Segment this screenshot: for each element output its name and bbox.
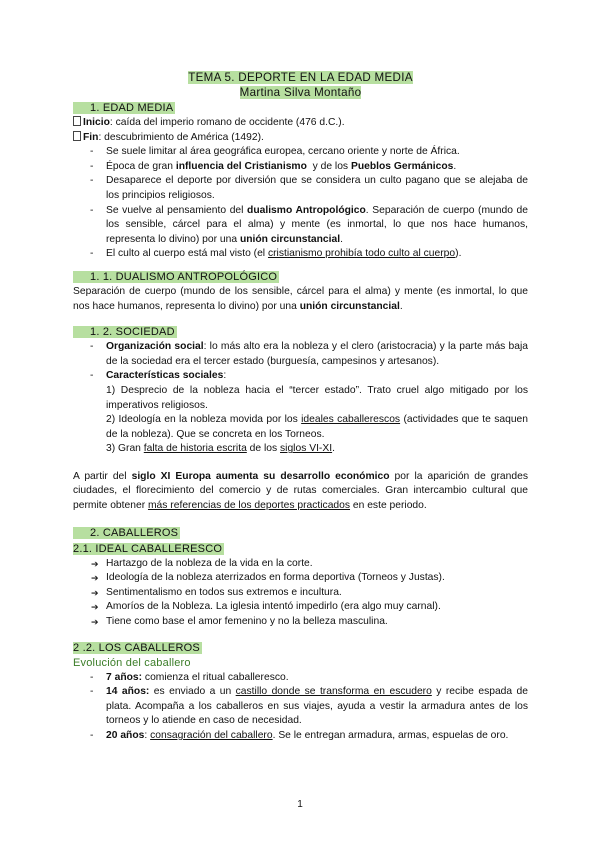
siglo-xi-paragraph: A partir del siglo XI Europa aumenta su desarrollo económico por la aparición de grandes ciudades, el florecimiento del comercio y de rutas comerciales. Gran intercambio cultural que permite obtener más referencias de los deportes practicados en este periodo. [73, 470, 528, 512]
fin-line: Fin: descubrimiento de América (1492). [73, 131, 528, 146]
section-heading-dualismo: 1. 1. DUALISMO ANTROPOLÓGICO [73, 270, 528, 285]
list-item: ➔ Ideología de la nobleza aterrizados en forma deportiva (Torneos y Justas). [106, 571, 528, 586]
subsection-heading-los-caballeros: 2 .2. LOS CABALLEROS [73, 641, 200, 654]
list-item: - Época de gran influencia del Cristianismo y de los Pueblos Germánicos. [106, 160, 528, 175]
list-item: - Desaparece el deporte por diversión que se considera un culto pagano que se alejaba de los principios religiosos. [106, 174, 528, 203]
list-item: - Organización social: lo más alto era la nobleza y el clero (aristocracia) y la parte más baja de la sociedad era el tercer estado (burguesía, campesinos y artesanos). [106, 340, 528, 369]
edad-media-list [73, 145, 528, 262]
list-item: - Características sociales: 1) Desprecio de la nobleza hacia el “tercer estado”. Trato cruel algo mitigado por los imperativos religiosos. 2) Ideología en la nobleza movida por los ideales caballerescos (actividades que te saquen de la nobleza). Que se concreta en los Torneos. 3) Gran falta de historia escrita de los siglos VI-XI. [106, 369, 528, 457]
document-author: Martina Silva Montaño [239, 86, 362, 99]
list-item: - 7 años: comienza el ritual caballeresco. [106, 671, 528, 686]
page-number: 1 [297, 799, 303, 810]
checkbox-icon [73, 116, 81, 126]
list-item: ➔ Sentimentalismo en todos sus extremos e incultura. [106, 586, 528, 601]
document-page [73, 70, 528, 744]
list-item: - El culto al cuerpo está mal visto (el cristianismo prohibía todo culto al cuerpo). [106, 247, 528, 262]
list-item: - 20 años: consagración del caballero. Se le entregan armadura, armas, espuelas de oro. [106, 729, 528, 744]
section-heading-sociedad: 1. 2. SOCIEDAD [73, 325, 528, 340]
checkbox-icon [73, 131, 81, 141]
list-item: - 14 años: es enviado a un castillo donde se transforma en escudero y recibe espada de plata. Acompaña a los caballeros en sus viajes, ayuda a vestir la armadura antes de los torneos y lo atiende en caso de necesidad. [106, 685, 528, 729]
subsection-heading-ideal: 2.1. IDEAL CABALLERESCO [73, 542, 223, 555]
section-heading-edad-media: 1. EDAD MEDIA [73, 101, 528, 116]
inicio-line: Inicio: caída del imperio romano de occidente (476 d.C.). [73, 116, 528, 131]
list-item: ➔ Tiene como base el amor femenino y no la belleza masculina. [106, 615, 528, 630]
document-title: TEMA 5. DEPORTE EN LA EDAD MEDIA [188, 71, 413, 84]
sociedad-list [73, 340, 528, 457]
list-item: - Se suele limitar al área geográfica europea, cercano oriente y norte de África. [106, 145, 528, 160]
section-heading-caballeros: 2. CABALLEROS [73, 526, 528, 541]
list-item: - Se vuelve al pensamiento del dualismo Antropológico. Separación de cuerpo (mundo de los sensible, cárcel para el alma) y mente (es inmortal, lo que nos hace humanos, representa lo divino) por una unión circunstancial. [106, 204, 528, 248]
evolucion-list [73, 671, 528, 744]
dualismo-paragraph: Separación de cuerpo (mundo de los sensible, cárcel para el alma) y mente (es inmortal, lo que nos hace humanos, representa lo divino) por una unión circunstancial. [73, 285, 528, 312]
list-item: ➔ Amoríos de la Nobleza. La iglesia intentó impedirlo (era algo muy carnal). [106, 600, 528, 615]
evolucion-heading: Evolución del caballero [73, 656, 191, 669]
list-item: ➔ Hartazgo de la nobleza de la vida en la corte. [106, 557, 528, 572]
document-title-block [73, 70, 528, 100]
ideal-caballeresco-list [73, 557, 528, 630]
